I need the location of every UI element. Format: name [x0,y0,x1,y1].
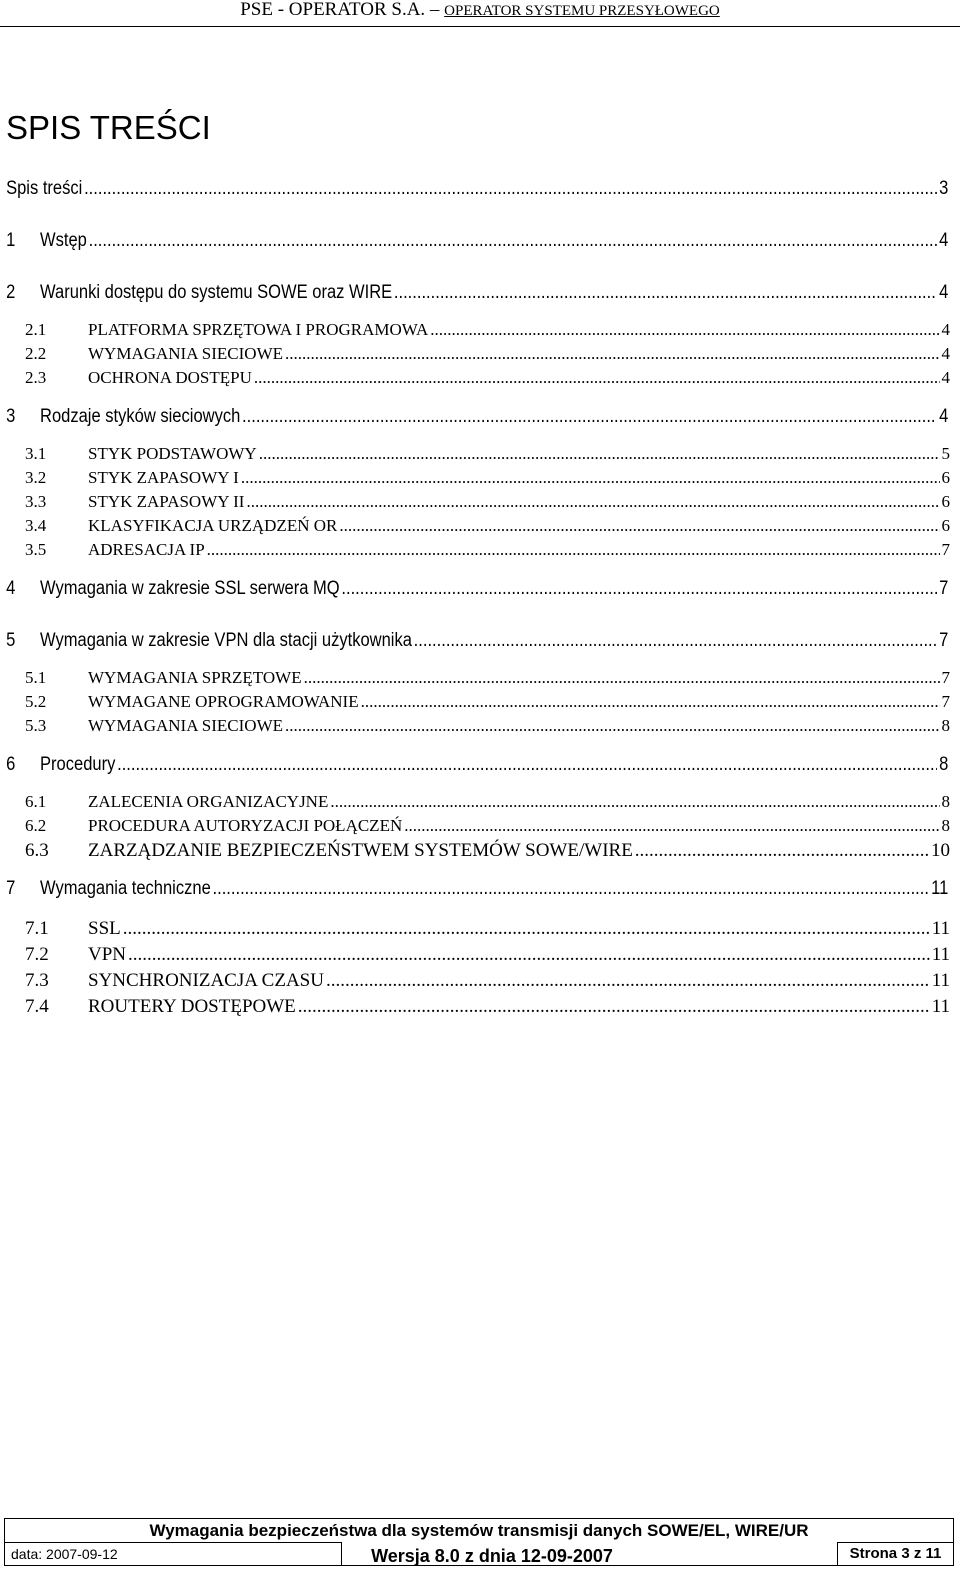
toc-entry-label: Rodzaje styków sieciowych [40,406,241,427]
toc-entry[interactable] [0,816,950,836]
toc-entry-label: STYK PODSTAWOWY [88,444,257,463]
toc-entry[interactable] [0,944,950,966]
toc-dot-leader [213,878,930,900]
toc-entry[interactable] [0,578,948,600]
toc-dot-leader [89,230,938,252]
toc-entry-page: 6 [941,492,950,511]
toc-entry-page: 8 [941,716,950,735]
toc-entry-page: 7 [941,692,950,711]
toc-entry-number: 5.3 [25,716,47,735]
toc-entry-page: 10 [931,840,950,861]
toc-dot-leader [117,754,937,776]
toc-dot-leader [298,996,930,1018]
toc-entry-page: 4 [939,406,949,427]
toc-entry[interactable] [0,540,950,560]
toc-title: SPIS TREŚCI [6,109,211,146]
toc-entry-number: 5.2 [25,692,47,711]
toc-dot-leader [414,630,938,652]
toc-entry-label: Spis treści [6,178,83,199]
toc-entry[interactable] [0,668,950,688]
toc-entry-number: 6.1 [25,792,47,811]
toc-entry-page: 8 [939,754,949,775]
toc-entry-label: STYK ZAPASOWY I [88,468,239,487]
page-header [0,0,960,27]
toc-entry-label: VPN [88,944,127,965]
toc-entry-page: 5 [941,444,950,463]
toc-entry-page: 4 [939,230,949,251]
toc-entry-label: Wymagania techniczne [40,878,211,899]
toc-entry-page: 7 [939,578,949,599]
toc-entry[interactable] [0,840,950,862]
toc-entry-number: 3.1 [25,444,47,463]
toc-entry-label: Wymagania w zakresie SSL serwera MQ [40,578,340,599]
toc-entry[interactable] [0,878,948,900]
toc-dot-leader [635,840,929,862]
toc-dot-leader [84,178,937,200]
toc-entry[interactable] [0,178,948,200]
toc-entry[interactable] [0,444,950,464]
toc-dot-leader [128,944,930,966]
header-subtitle: OPERATOR SYSTEMU PRZESYŁOWEGO [444,3,720,19]
toc-entry-number: 3.4 [25,516,47,535]
toc-entry[interactable] [0,792,950,812]
toc-entry-number: 1 [6,230,16,251]
header-separator: – [425,0,445,20]
toc-entry-label: WYMAGANIA SIECIOWE [88,716,284,735]
toc-entry-label: ZARZĄDZANIE BEZPIECZEŃSTWEM SYSTEMÓW SOWE/WIRE [88,840,633,861]
toc-entry-page: 4 [941,320,950,339]
page-footer [4,1518,954,1566]
toc-dot-leader [339,516,939,536]
toc-entry[interactable] [0,320,950,340]
toc-entry[interactable] [0,692,950,712]
footer-version: Wersja 8.0 z dnia 12-09-2007 [371,1546,613,1566]
toc-entry-number: 6 [6,754,16,775]
toc-dot-leader [259,444,940,464]
toc-dot-leader [285,344,939,364]
toc-entry-number: 7.2 [25,944,49,965]
toc-entry-page: 4 [939,282,949,303]
toc-dot-leader [246,492,939,512]
toc-entry-label: PROCEDURA AUTORYZACJI POŁĄCZEŃ [88,816,403,835]
toc-dot-leader [304,668,940,688]
toc-entry-page: 8 [941,816,950,835]
toc-entry-page: 6 [941,516,950,535]
toc-dot-leader [326,970,930,992]
toc-entry-label: KLASYFIKACJA URZĄDZEŃ OR [88,516,338,535]
toc-entry-label: Wymagania w zakresie VPN dla stacji użytkownika [40,630,412,651]
toc-entry-number: 5 [6,630,16,651]
toc-entry-number: 5.1 [25,668,47,687]
toc-entry[interactable] [0,996,950,1018]
toc-entry[interactable] [0,918,950,940]
toc-entry-label: OCHRONA DOSTĘPU [88,368,252,387]
toc-entry-number: 7 [6,878,16,899]
toc-entry-number: 2.1 [25,320,47,339]
toc-entry-label: ROUTERY DOSTĘPOWE [88,996,296,1017]
toc-entry-label: ZALECENIA ORGANIZACYJNE [88,792,329,811]
toc-entry-number: 2.3 [25,368,47,387]
toc-entry[interactable] [0,492,950,512]
toc-entry[interactable] [0,406,948,428]
toc-entry-page: 8 [941,792,950,811]
toc-entry-label: Warunki dostępu do systemu SOWE oraz WIRE [40,282,393,303]
toc-entry-number: 3.3 [25,492,47,511]
toc-entry-number: 4 [6,578,16,599]
toc-dot-leader [285,716,939,736]
toc-entry-number: 7.4 [25,996,49,1017]
toc-entry-page: 11 [931,970,950,991]
toc-entry[interactable] [0,716,950,736]
toc-dot-leader [361,692,940,712]
toc-dot-leader [404,816,939,836]
toc-dot-leader [394,282,937,304]
toc-entry-number: 3 [6,406,16,427]
toc-dot-leader [242,406,937,428]
toc-entry-label: STYK ZAPASOWY II [88,492,245,511]
toc-entry-label: Wstęp [40,230,87,251]
toc-entry-number: 2 [6,282,16,303]
toc-entry-number: 3.5 [25,540,47,559]
toc-entry-label: ADRESACJA IP [88,540,205,559]
toc-dot-leader [207,540,940,560]
toc-entry-page: 11 [931,878,949,899]
toc-entry-label: Procedury [40,754,116,775]
toc-dot-leader [123,918,930,940]
toc-entry[interactable] [0,282,948,304]
toc-entry-label: WYMAGANIA SIECIOWE [88,344,284,363]
toc-dot-leader [241,468,940,488]
toc-dot-leader [254,368,940,388]
footer-date: data: 2007-09-12 [5,1542,342,1565]
toc-entry[interactable] [0,754,948,776]
toc-entry-page: 7 [941,540,950,559]
toc-entry-page: 4 [941,344,950,363]
toc-entry[interactable] [0,516,950,536]
toc-entry-page: 7 [941,668,950,687]
toc-entry-label: SSL [88,918,121,939]
toc-entry[interactable] [0,344,950,364]
toc-entry[interactable] [0,230,948,252]
toc-entry-page: 7 [939,630,949,651]
toc-entry-page: 4 [941,368,950,387]
toc-entry-page: 3 [939,178,949,199]
toc-entry-number: 6.2 [25,816,47,835]
toc-entry-number: 2.2 [25,344,47,363]
toc-entry-page: 11 [931,996,950,1017]
toc-entry-page: 6 [941,468,950,487]
header-company: PSE - OPERATOR S.A. [240,0,426,20]
toc-entry-label: PLATFORMA SPRZĘTOWA I PROGRAMOWA [88,320,429,339]
toc-entry-number: 3.2 [25,468,47,487]
toc-entry-label: WYMAGANE OPROGRAMOWANIE [88,692,359,711]
toc-entry[interactable] [0,468,950,488]
toc-entry[interactable] [0,970,950,992]
toc-entry-label: SYNCHRONIZACJA CZASU [88,970,324,991]
toc-entry-number: 7.1 [25,918,49,939]
toc-entry-number: 7.3 [25,970,49,991]
toc-entry[interactable] [0,368,950,388]
toc-entry-page: 11 [931,944,950,965]
toc-entry-label: WYMAGANIA SPRZĘTOWE [88,668,302,687]
footer-document-title: Wymagania bezpieczeństwa dla systemów transmisji danych SOWE/EL, WIRE/UR [149,1521,809,1540]
toc-dot-leader [330,792,939,812]
toc-dot-leader [430,320,939,340]
toc-entry-page: 11 [931,918,950,939]
toc-entry[interactable] [0,630,948,652]
footer-page-number: Strona 3 z 11 [837,1542,953,1565]
toc-entry-number: 6.3 [25,840,49,861]
toc-dot-leader [341,578,937,600]
